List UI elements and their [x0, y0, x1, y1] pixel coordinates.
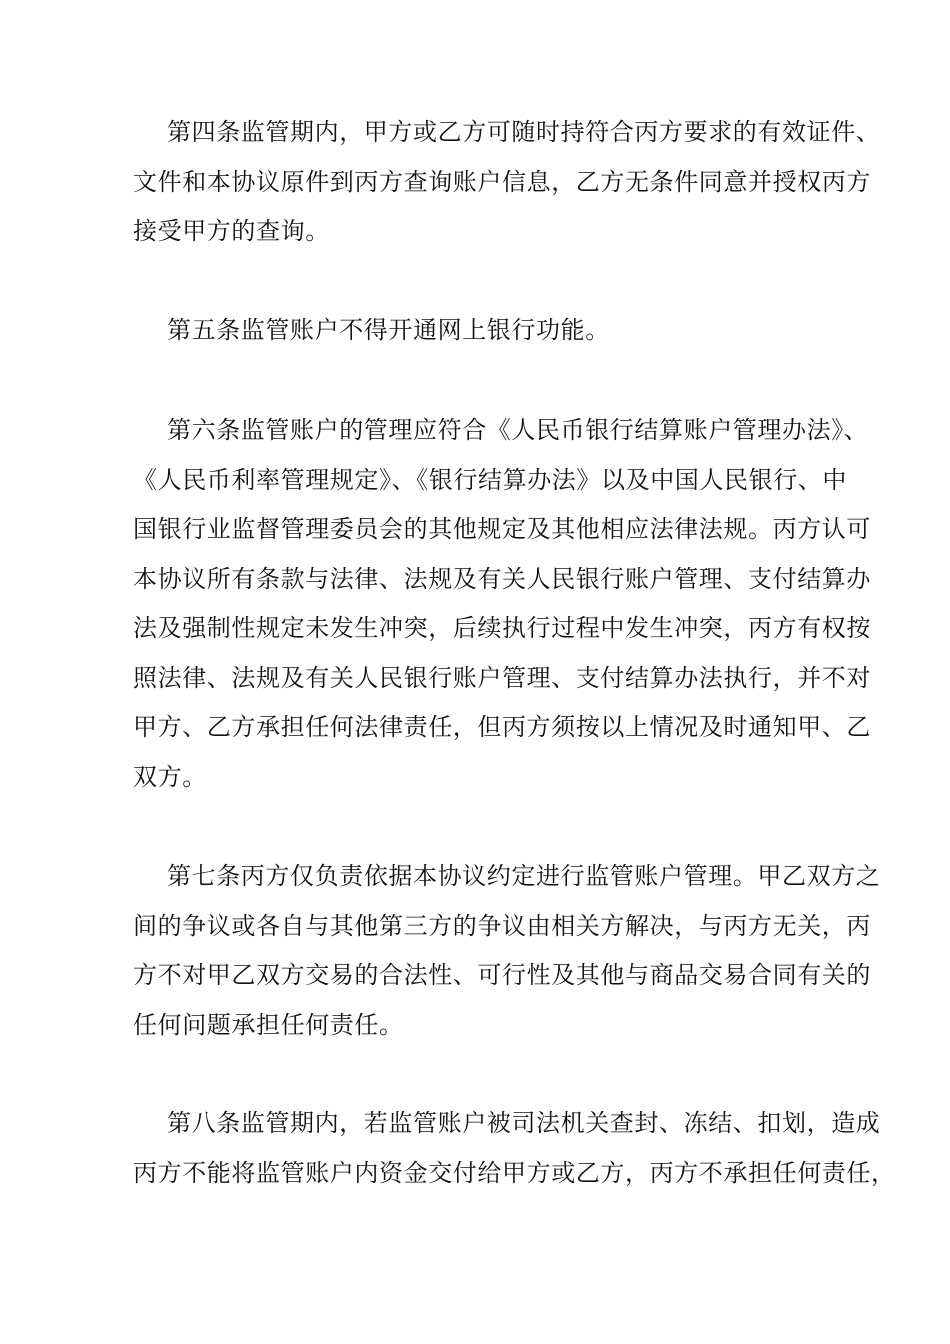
text-line: 甲方、乙方承担任何法律责任，但丙方须按以上情况及时通知甲、乙 [133, 713, 871, 741]
text-line: 第七条丙方仅负责依据本协议约定进行监管账户管理。甲乙双方之 [167, 862, 881, 890]
text-line: 本协议所有条款与法律、法规及有关人民银行账户管理、支付结算办 [133, 564, 871, 593]
text-line: 文件和本协议原件到丙方查询账户信息，乙方无条件同意并授权丙方 [133, 167, 871, 196]
text-line: 照法律、法规及有关人民银行账户管理、支付结算办法执行，并不对 [133, 663, 871, 692]
text-line: 任何问题承担任何责任。 [133, 1010, 404, 1039]
text-line: 丙方不能将监管账户内资金交付给甲方或乙方，丙方不承担任何责任， [133, 1158, 896, 1187]
article-8-paragraph [133, 1099, 896, 1198]
text-line: 接受甲方的查询。 [133, 217, 330, 245]
text-line: 双方。 [133, 762, 207, 791]
text-line: 方不对甲乙双方交易的合法性、可行性及其他与商品交易合同有关的 [133, 961, 871, 989]
article-4-paragraph [133, 108, 881, 257]
text-line: 第六条监管账户的管理应符合《人民币银行结算账户管理办法》、 [167, 416, 869, 444]
text-line: 第四条监管期内，甲方或乙方可随时持符合丙方要求的有效证件、 [167, 118, 881, 146]
text-line: 第八条监管期内，若监管账户被司法机关查封、冻结、扣划，造成 [167, 1109, 881, 1137]
text-line: 第五条监管账户不得开通网上银行功能。 [167, 316, 610, 344]
text-line: 法及强制性规定未发生冲突，后续执行过程中发生冲突，丙方有权按 [133, 614, 871, 642]
text-line: 国银行业监督管理委员会的其他规定及其他相应法律法规。丙方认可 [133, 515, 871, 543]
article-7-paragraph [133, 852, 881, 1050]
article-5-paragraph [133, 306, 833, 356]
article-6-paragraph [133, 406, 871, 802]
text-line: 间的争议或各自与其他第三方的争议由相关方解决，与丙方无关，丙 [133, 911, 871, 940]
text-line: 《人民币利率管理规定》、《银行结算办法》以及中国人民银行、中 [133, 465, 847, 494]
